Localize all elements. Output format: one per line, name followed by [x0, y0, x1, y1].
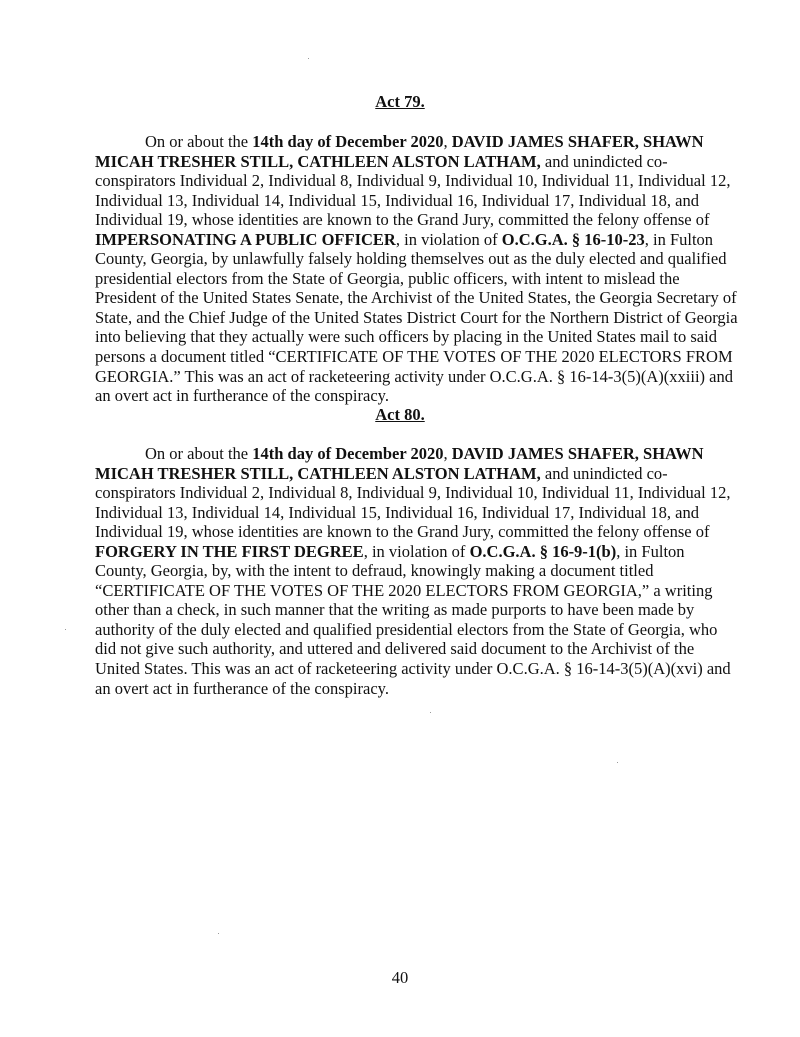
text-line [95, 288, 737, 308]
text-run: Individual 13, Individual 14, Individual 15, Individual 16, Individual 17, Individual 18, and [95, 190, 699, 210]
scan-speck [65, 629, 66, 630]
text-run: , [443, 444, 452, 463]
text-line [95, 659, 731, 679]
text-line [95, 249, 727, 269]
text-run: other than a check, in such manner that the writing as made purports to have been made by [95, 600, 695, 620]
text-run: authority of the duly elected and qualified presidential electors from the State of Georgia, who [95, 619, 718, 639]
text-run: presidential electors from the State of Georgia, public officers, with intent to mislead the [95, 268, 680, 288]
text-line [95, 366, 733, 387]
page-number: 40 [391, 968, 409, 987]
text-run: conspirators Individual 2, Individual 8, Individual 9, Individual 10, Individual 11, Individual 12, [95, 171, 731, 191]
text-run: , in Fulton [644, 229, 714, 249]
text-line [95, 620, 720, 640]
text-run: On or about the [145, 132, 253, 151]
text-run: Individual 13, Individual 14, Individual 15, Individual 16, Individual 17, Individual 18, and [95, 502, 699, 522]
text-line [95, 600, 720, 620]
text-run: , in violation of [395, 229, 502, 249]
text-run: Individual 19, whose identities are known to the Grand Jury, committed the felony offense of [95, 522, 710, 542]
scan-speck [308, 58, 309, 59]
bold-text-run: 14th day of December 2020 [252, 132, 444, 151]
bold-text-run: O.C.G.A. § 16-9-1(b) [469, 541, 617, 561]
bold-text-run: 14th day of December 2020 [252, 444, 444, 463]
text-line [95, 230, 720, 250]
text-run: and unindicted co- [540, 463, 668, 483]
text-run: County, Georgia, by, with the intent to defraud, knowingly making a document titled [95, 561, 654, 581]
text-line [95, 639, 720, 659]
text-run: Individual 19, whose identities are known to the Grand Jury, committed the felony offense of [95, 210, 710, 230]
text-run: and unindicted co- [540, 151, 668, 171]
text-line [95, 191, 720, 211]
text-line [95, 269, 720, 289]
text-run: “CERTIFICATE OF THE VOTES OF THE 2020 ELECTORS FROM GEORGIA,” a writing [95, 580, 713, 600]
text-line [95, 327, 720, 347]
text-line [95, 581, 720, 601]
text-run: , in Fulton [616, 541, 685, 561]
text-line [95, 561, 720, 581]
text-line [95, 307, 738, 328]
bold-text-run: MICAH TRESHER STILL, CATHLEEN ALSTON LATHAM, [95, 151, 541, 171]
text-run: conspirators Individual 2, Individual 8, Individual 9, Individual 10, Individual 11, Individual 12, [95, 483, 731, 503]
act-80-heading: Act 80. [375, 405, 425, 424]
text-run: did not give such authority, and uttered and delivered said document to the Archivist of the [95, 639, 695, 659]
text-line [95, 347, 733, 367]
scan-speck [617, 762, 618, 763]
act-79-heading: Act 79. [375, 92, 425, 111]
bold-text-run: DAVID JAMES SHAFER, SHAWN [451, 132, 704, 151]
text-run: , in violation of [363, 541, 470, 561]
text-run: GEORGIA.” This was an act of racketeering activity under O.C.G.A. § 16-14-3(5)(A)(xxiii) and [95, 366, 733, 386]
text-run: On or about the [145, 444, 253, 463]
text-run: persons a document titled “CERTIFICATE OF THE VOTES OF THE 2020 ELECTORS FROM [95, 347, 733, 367]
text-run: an overt act in furtherance of the conspiracy. [95, 678, 389, 698]
text-line [95, 503, 720, 523]
text-run: President of the United States Senate, the Archivist of the United States, the Georgia Secretary of [95, 288, 737, 308]
text-run: State, and the Chief Judge of the United States District Court for the Northern District of Georgia [95, 307, 738, 327]
text-line [95, 152, 720, 172]
text-line [95, 464, 720, 484]
text-line [95, 483, 731, 503]
text-line [95, 679, 720, 699]
text-line [95, 542, 720, 562]
scan-speck [430, 712, 431, 713]
text-line [95, 386, 720, 406]
bold-text-run: FORGERY IN THE FIRST DEGREE [95, 541, 364, 561]
text-line [95, 444, 720, 464]
text-line [95, 210, 720, 230]
text-run: an overt act in furtherance of the conspiracy. [95, 386, 389, 406]
bold-text-run: DAVID JAMES SHAFER, SHAWN [451, 444, 704, 463]
bold-text-run: O.C.G.A. § 16-10-23 [501, 229, 645, 249]
text-line [95, 132, 720, 152]
text-line [95, 522, 720, 542]
scan-speck [218, 933, 219, 934]
text-run: County, Georgia, by unlawfully falsely holding themselves out as the duly elected and qualified [95, 249, 727, 269]
text-line [95, 171, 731, 191]
bold-text-run: IMPERSONATING A PUBLIC OFFICER [95, 229, 396, 249]
act-80-paragraph [95, 444, 731, 698]
text-run: , [443, 132, 452, 151]
bold-text-run: MICAH TRESHER STILL, CATHLEEN ALSTON LATHAM, [95, 463, 541, 483]
text-run: into believing that they actually were such officers by placing in the United States mail to said [95, 327, 717, 347]
text-run: United States. This was an act of racketeering activity under O.C.G.A. § 16-14-3(5)(A)(xvi) and [95, 659, 731, 679]
act-79-paragraph [95, 132, 738, 406]
